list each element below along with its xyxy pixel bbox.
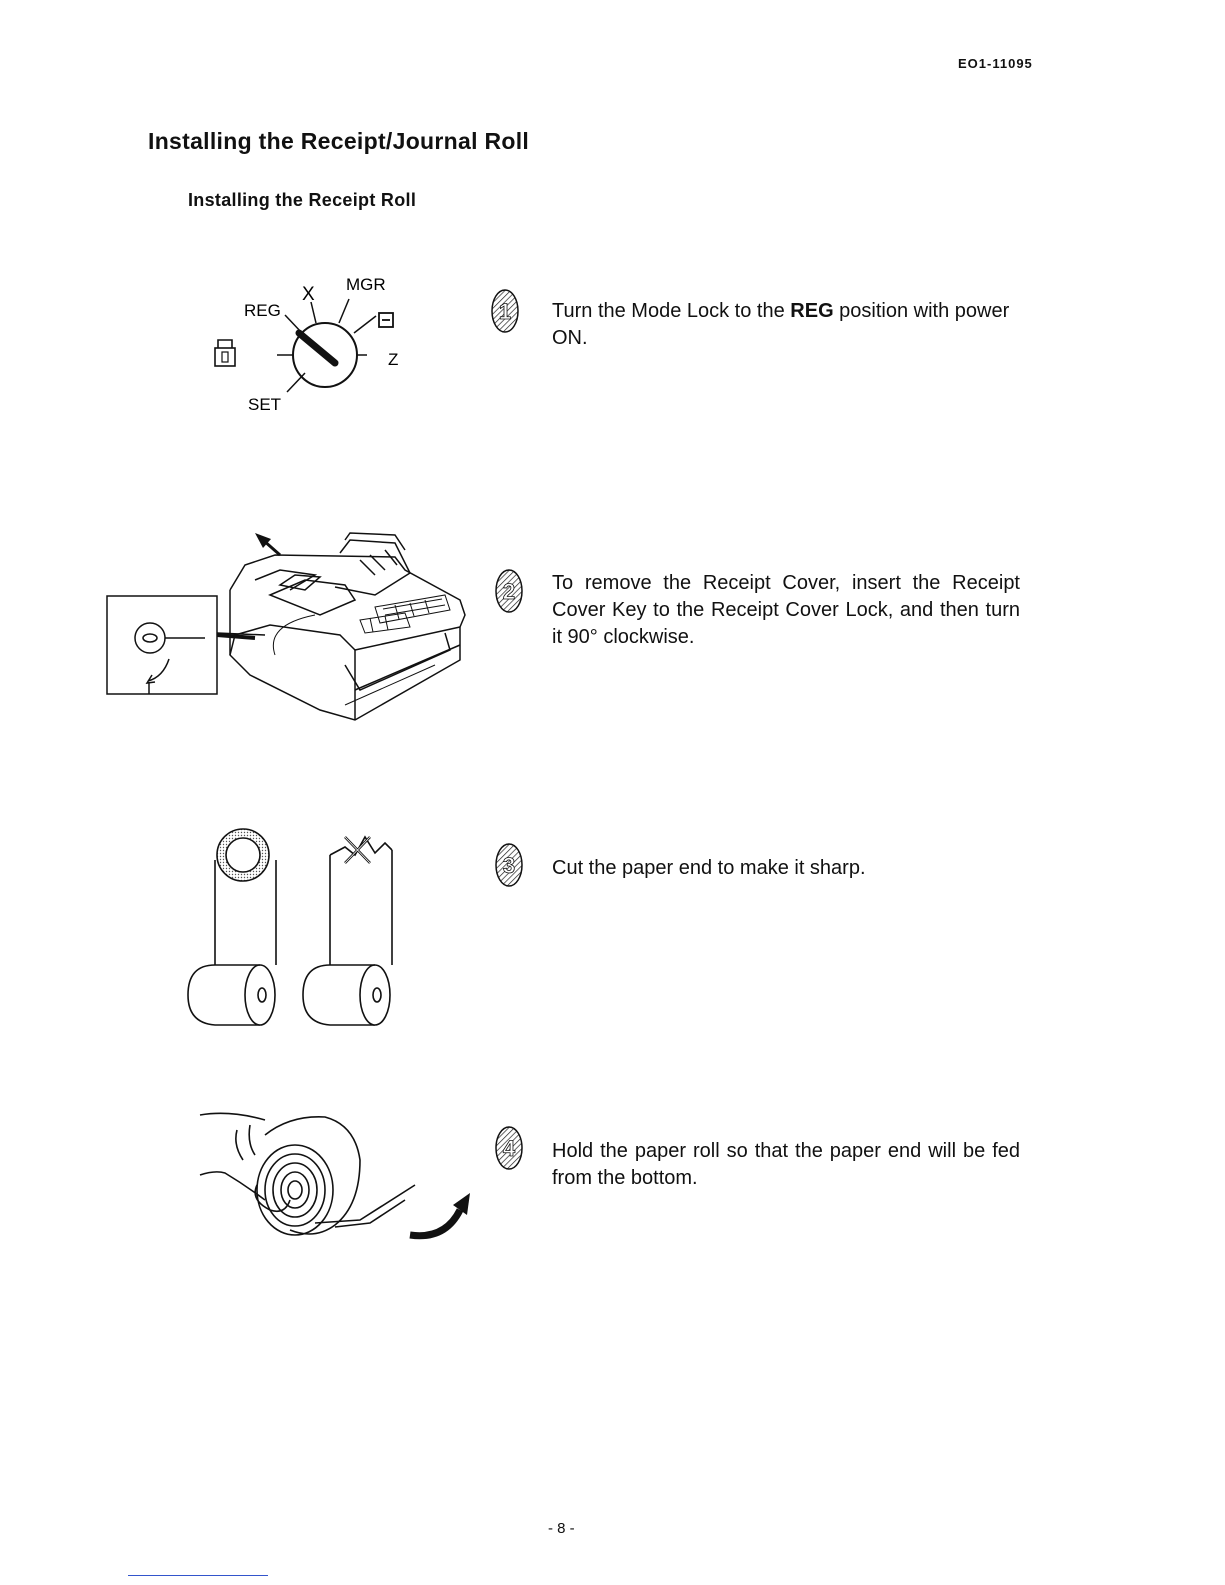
paper-roll-cut-illustration [180, 825, 415, 1035]
mode-lock-label-mgr: MGR [346, 275, 386, 294]
step-1-text [552, 298, 1032, 352]
step-3-badge [494, 842, 524, 888]
step-1-number: 1 [498, 299, 512, 324]
step-2-text: To remove the Receipt Cover, insert the Receipt Cover Key to the Receipt Cover Lock, and then turn it 90° clockwise. [552, 572, 1020, 648]
footer-divider [128, 1575, 268, 1576]
step-2-number: 2 [502, 579, 516, 604]
mode-lock-label-set: SET [248, 395, 282, 414]
step-1-text-part: Turn the Mode Lock to the [552, 300, 791, 322]
step-3-number: 3 [502, 853, 516, 878]
step-1-text-part: position with power ON. [552, 300, 1010, 349]
step-3-text: Cut the paper end to make it sharp. [552, 857, 866, 879]
document-id: EO1-11095 [958, 56, 1033, 71]
step-2-badge [494, 568, 524, 614]
section-title: Installing the Receipt/Journal Roll [148, 128, 530, 154]
step-4-badge [494, 1125, 524, 1171]
hand-holding-roll-illustration [195, 1105, 485, 1255]
step-1-bold-term: REG [790, 300, 834, 322]
subsection-title: Installing the Receipt Roll [188, 190, 417, 210]
minus-box-icon [379, 313, 393, 327]
step-4-number: 4 [502, 1136, 516, 1161]
step-1-badge [490, 288, 520, 334]
mode-lock-label-reg: REG [244, 301, 281, 320]
mode-lock-label-x: X [302, 284, 315, 305]
mode-lock-label-z: Z [388, 350, 399, 369]
page-number: - 8 - [548, 1520, 575, 1537]
mode-lock-illustration [190, 260, 430, 420]
step-4-text: Hold the paper roll so that the paper end will be fed from the bottom. [552, 1140, 1020, 1189]
cash-register-illustration [105, 515, 485, 740]
padlock-icon [215, 340, 235, 366]
